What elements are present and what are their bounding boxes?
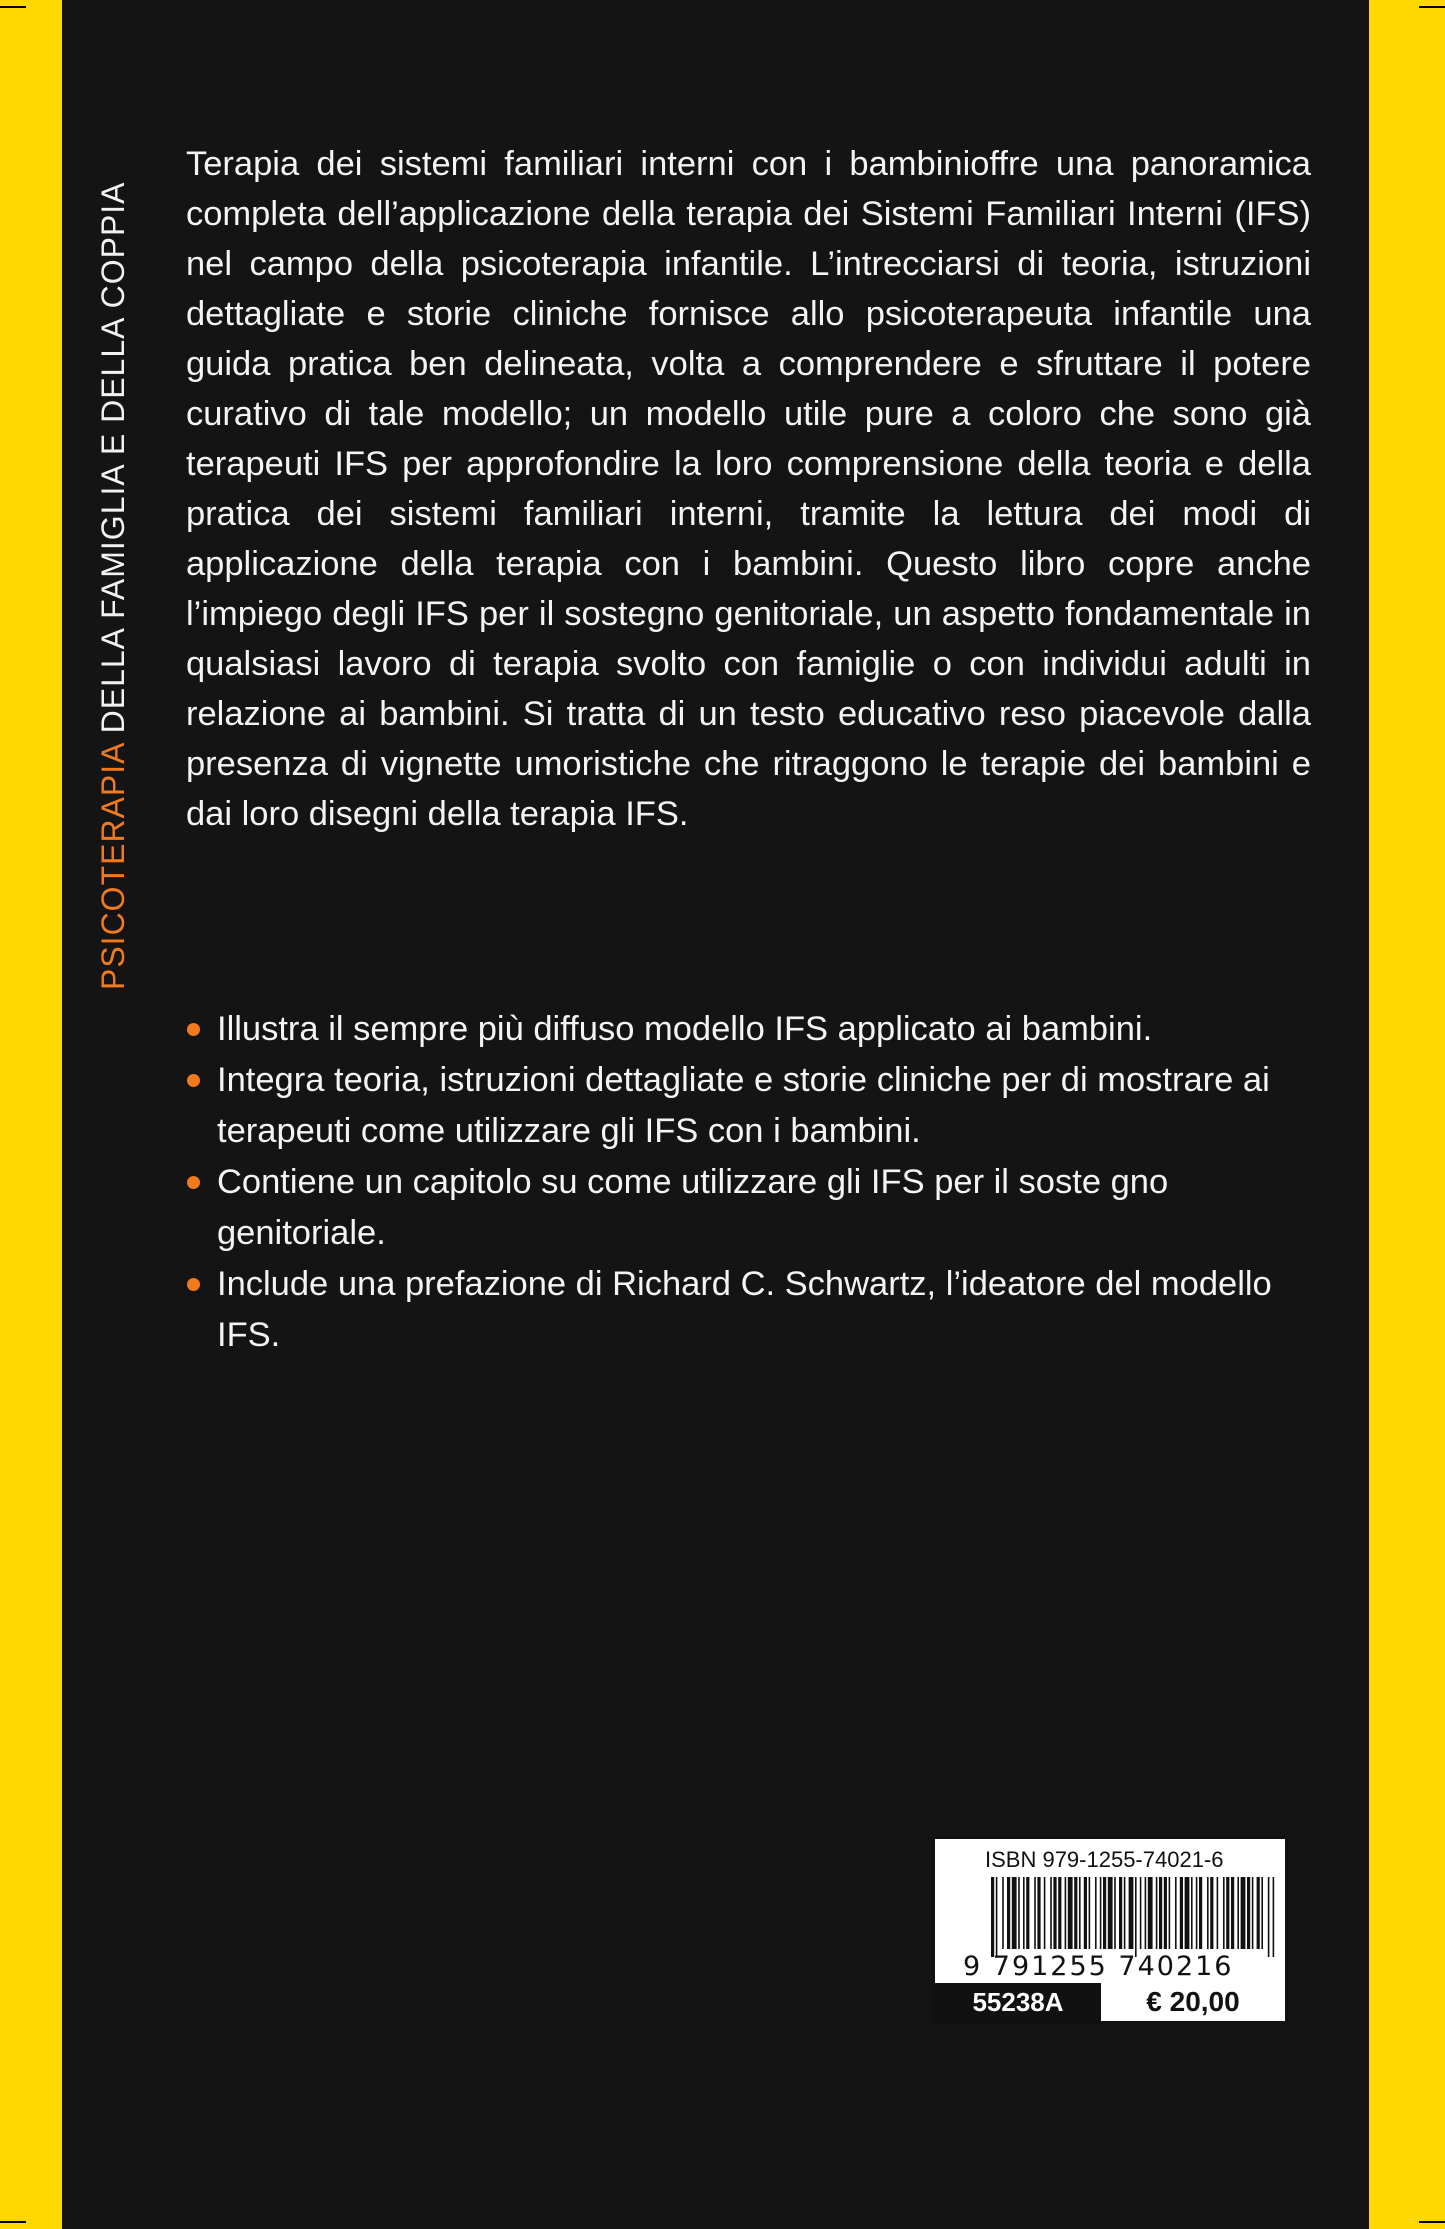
- series-title-rest: DELLA FAMIGLIA E DELLA COPPIA: [95, 181, 131, 744]
- isbn-label: ISBN 979-1255-74021-6: [985, 1847, 1224, 1872]
- barcode-box: [932, 1836, 1288, 2024]
- series-title: [93, 181, 133, 990]
- feature-item: [186, 1004, 1311, 1055]
- bullet-dot-icon: [187, 1278, 200, 1291]
- product-code: 55238A: [935, 1983, 1101, 2021]
- feature-text: Integra teoria, istruzioni dettagliate e storie cliniche per di mostrare ai terapeuti come utilizzare gli IFS con i bambini.: [217, 1061, 1270, 1150]
- trim-mark: [1419, 2221, 1445, 2223]
- feature-item: [186, 1055, 1311, 1157]
- bullet-dot-icon: [187, 1074, 200, 1087]
- trim-mark: [0, 2221, 26, 2223]
- series-title-accent: PSICOTERAPIA: [95, 743, 131, 990]
- feature-text: Contiene un capitolo su come utilizzare gli IFS per il soste gno genitoriale.: [217, 1163, 1169, 1252]
- trim-mark: [0, 6, 26, 8]
- feature-text: Illustra il sempre più diffuso modello IFS applicato ai bambini.: [217, 1010, 1153, 1048]
- barcode-icon: [991, 1877, 1275, 1957]
- barcode-digits: 9 791255 740216: [963, 1951, 1234, 1982]
- price: € 20,00: [1146, 1986, 1240, 2017]
- feature-item: [186, 1157, 1311, 1259]
- book-description: Terapia dei sistemi familiari interni con i bambinioffre una panoramica completa dell’applicazione della terapia dei Sistemi Familiari Interni (IFS) nel campo della psicoterapia infantile. L’intrecciarsi di teoria, istruzioni dettagliate e storie cliniche fornisce allo psicoterapeuta infantile una guida pratica ben delineata, volta a comprendere e sfruttare il potere curativo di tale modello; un modello utile pure a coloro che sono già terapeuti IFS per approfondire la loro comprensione della teoria e della pratica dei sistemi familiari interni, tramite la lettura dei modi di applicazione della terapia con i bambini. Questo libro copre anche l’impiego degli IFS per il sostegno genitoriale, un aspetto fondamentale in qualsiasi lavoro di terapia svolto con famiglie o con individui adulti in relazione ai bambini. Si tratta di un testo educativo reso piacevole dalla presenza di vignette umoristiche che ritraggono le terapie dei bambini e dai loro disegni della terapia IFS.: [186, 145, 1311, 833]
- price-row: [935, 1983, 1285, 2021]
- feature-item: [186, 1259, 1311, 1361]
- bullet-dot-icon: [187, 1176, 200, 1189]
- feature-list: [186, 1004, 1311, 1361]
- bullet-dot-icon: [187, 1023, 200, 1036]
- trim-mark: [1419, 6, 1445, 8]
- feature-text: Include una prefazione di Richard C. Schwartz, l’ideatore del modello IFS.: [217, 1265, 1272, 1354]
